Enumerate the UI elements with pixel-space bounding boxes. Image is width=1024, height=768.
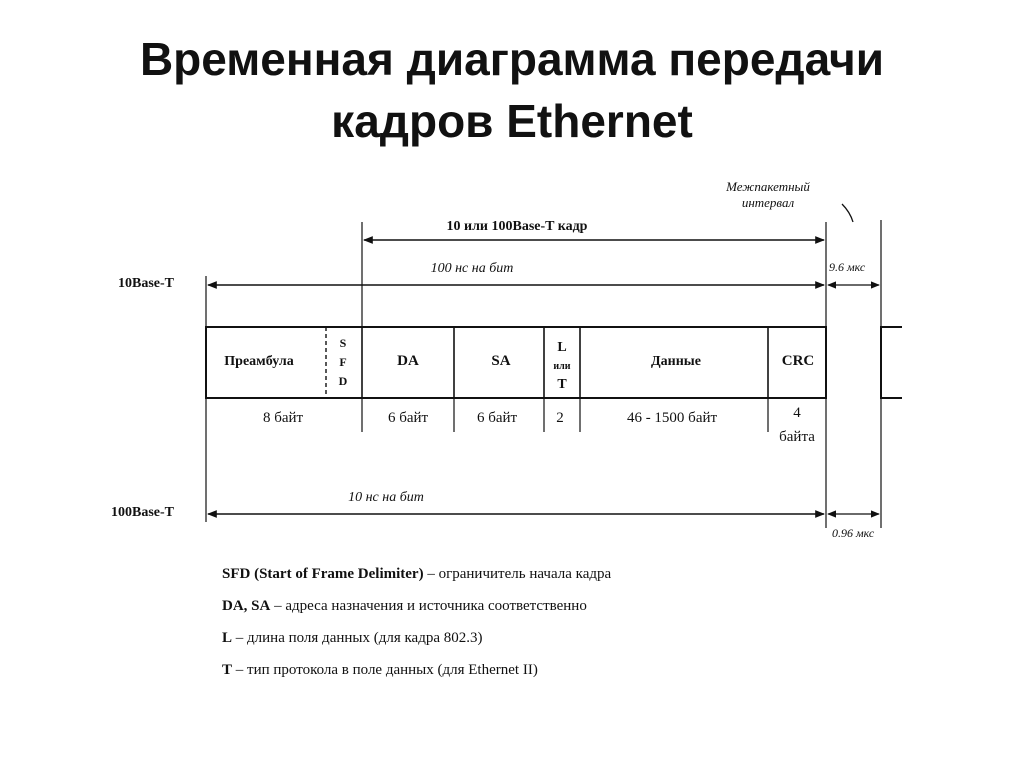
legend-desc: – ограничитель начала кадра bbox=[423, 566, 612, 582]
slide-title-line-2: кадров Ethernet bbox=[331, 95, 693, 147]
legend-row-l bbox=[222, 626, 822, 658]
field-name-lt-l: L bbox=[557, 340, 567, 355]
field-name-lt-t: T bbox=[557, 377, 567, 392]
legend-desc: – длина поля данных (для кадра 802.3) bbox=[232, 630, 483, 646]
next-frame-bracket bbox=[881, 327, 902, 398]
interframe-gap-pointer bbox=[842, 204, 853, 222]
field-name-da: DA bbox=[397, 353, 419, 369]
legend-term: T bbox=[222, 662, 233, 678]
frame-label: 10 или 100Base-T кадр bbox=[446, 219, 588, 234]
field-name-sa: SA bbox=[491, 353, 511, 369]
row-10base-t-gap: 9.6 мкс bbox=[829, 260, 866, 274]
legend-term: L bbox=[222, 630, 233, 646]
field-name-crc: CRC bbox=[781, 353, 815, 369]
field-name-sfd-d: D bbox=[338, 374, 348, 388]
legend-term: SFD (Start of Frame Delimiter) bbox=[222, 566, 424, 582]
field-name-preamble: Преамбула bbox=[224, 354, 294, 369]
row-10base-t-bit-time: 100 нс на бит bbox=[430, 261, 514, 276]
row-100base-t-bit-time: 10 нс на бит bbox=[348, 490, 424, 505]
field-name-data: Данные bbox=[651, 354, 701, 369]
legend-row-da-sa bbox=[222, 594, 822, 626]
field-name-sfd-s: S bbox=[339, 336, 347, 350]
row-10base-t-name: 10Base-T bbox=[118, 276, 174, 291]
field-size-preamble: 8 байт bbox=[262, 410, 304, 426]
field-size-da: 6 байт bbox=[387, 410, 429, 426]
row-100base-t-gap: 0.96 мкс bbox=[832, 526, 875, 540]
legend-row-t bbox=[222, 658, 822, 690]
row-100base-t-name: 100Base-T bbox=[111, 505, 174, 520]
frame-box bbox=[206, 327, 826, 398]
legend-term: DA, SA bbox=[222, 598, 271, 614]
field-size-crc-unit: байта bbox=[779, 429, 815, 445]
field-size-lt: 2 bbox=[556, 410, 564, 426]
field-name-sfd-f: F bbox=[339, 355, 347, 369]
field-name-lt-or: или bbox=[553, 361, 571, 372]
field-size-crc-value: 4 bbox=[793, 405, 801, 421]
legend-desc: – тип протокола в поле данных (для Ethernet II) bbox=[232, 662, 538, 678]
field-size-data: 46 - 1500 байт bbox=[626, 410, 718, 426]
legend-row-sfd bbox=[222, 562, 822, 594]
interframe-gap-label-line-2: интервал bbox=[741, 195, 795, 210]
field-size-sa: 6 байт bbox=[476, 410, 518, 426]
legend bbox=[222, 562, 822, 690]
slide-title-line-1: Временная диаграмма передачи bbox=[139, 33, 885, 85]
interframe-gap-label-line-1: Межпакетный bbox=[726, 179, 810, 194]
legend-desc: – адреса назначения и источника соответственно bbox=[270, 598, 587, 614]
